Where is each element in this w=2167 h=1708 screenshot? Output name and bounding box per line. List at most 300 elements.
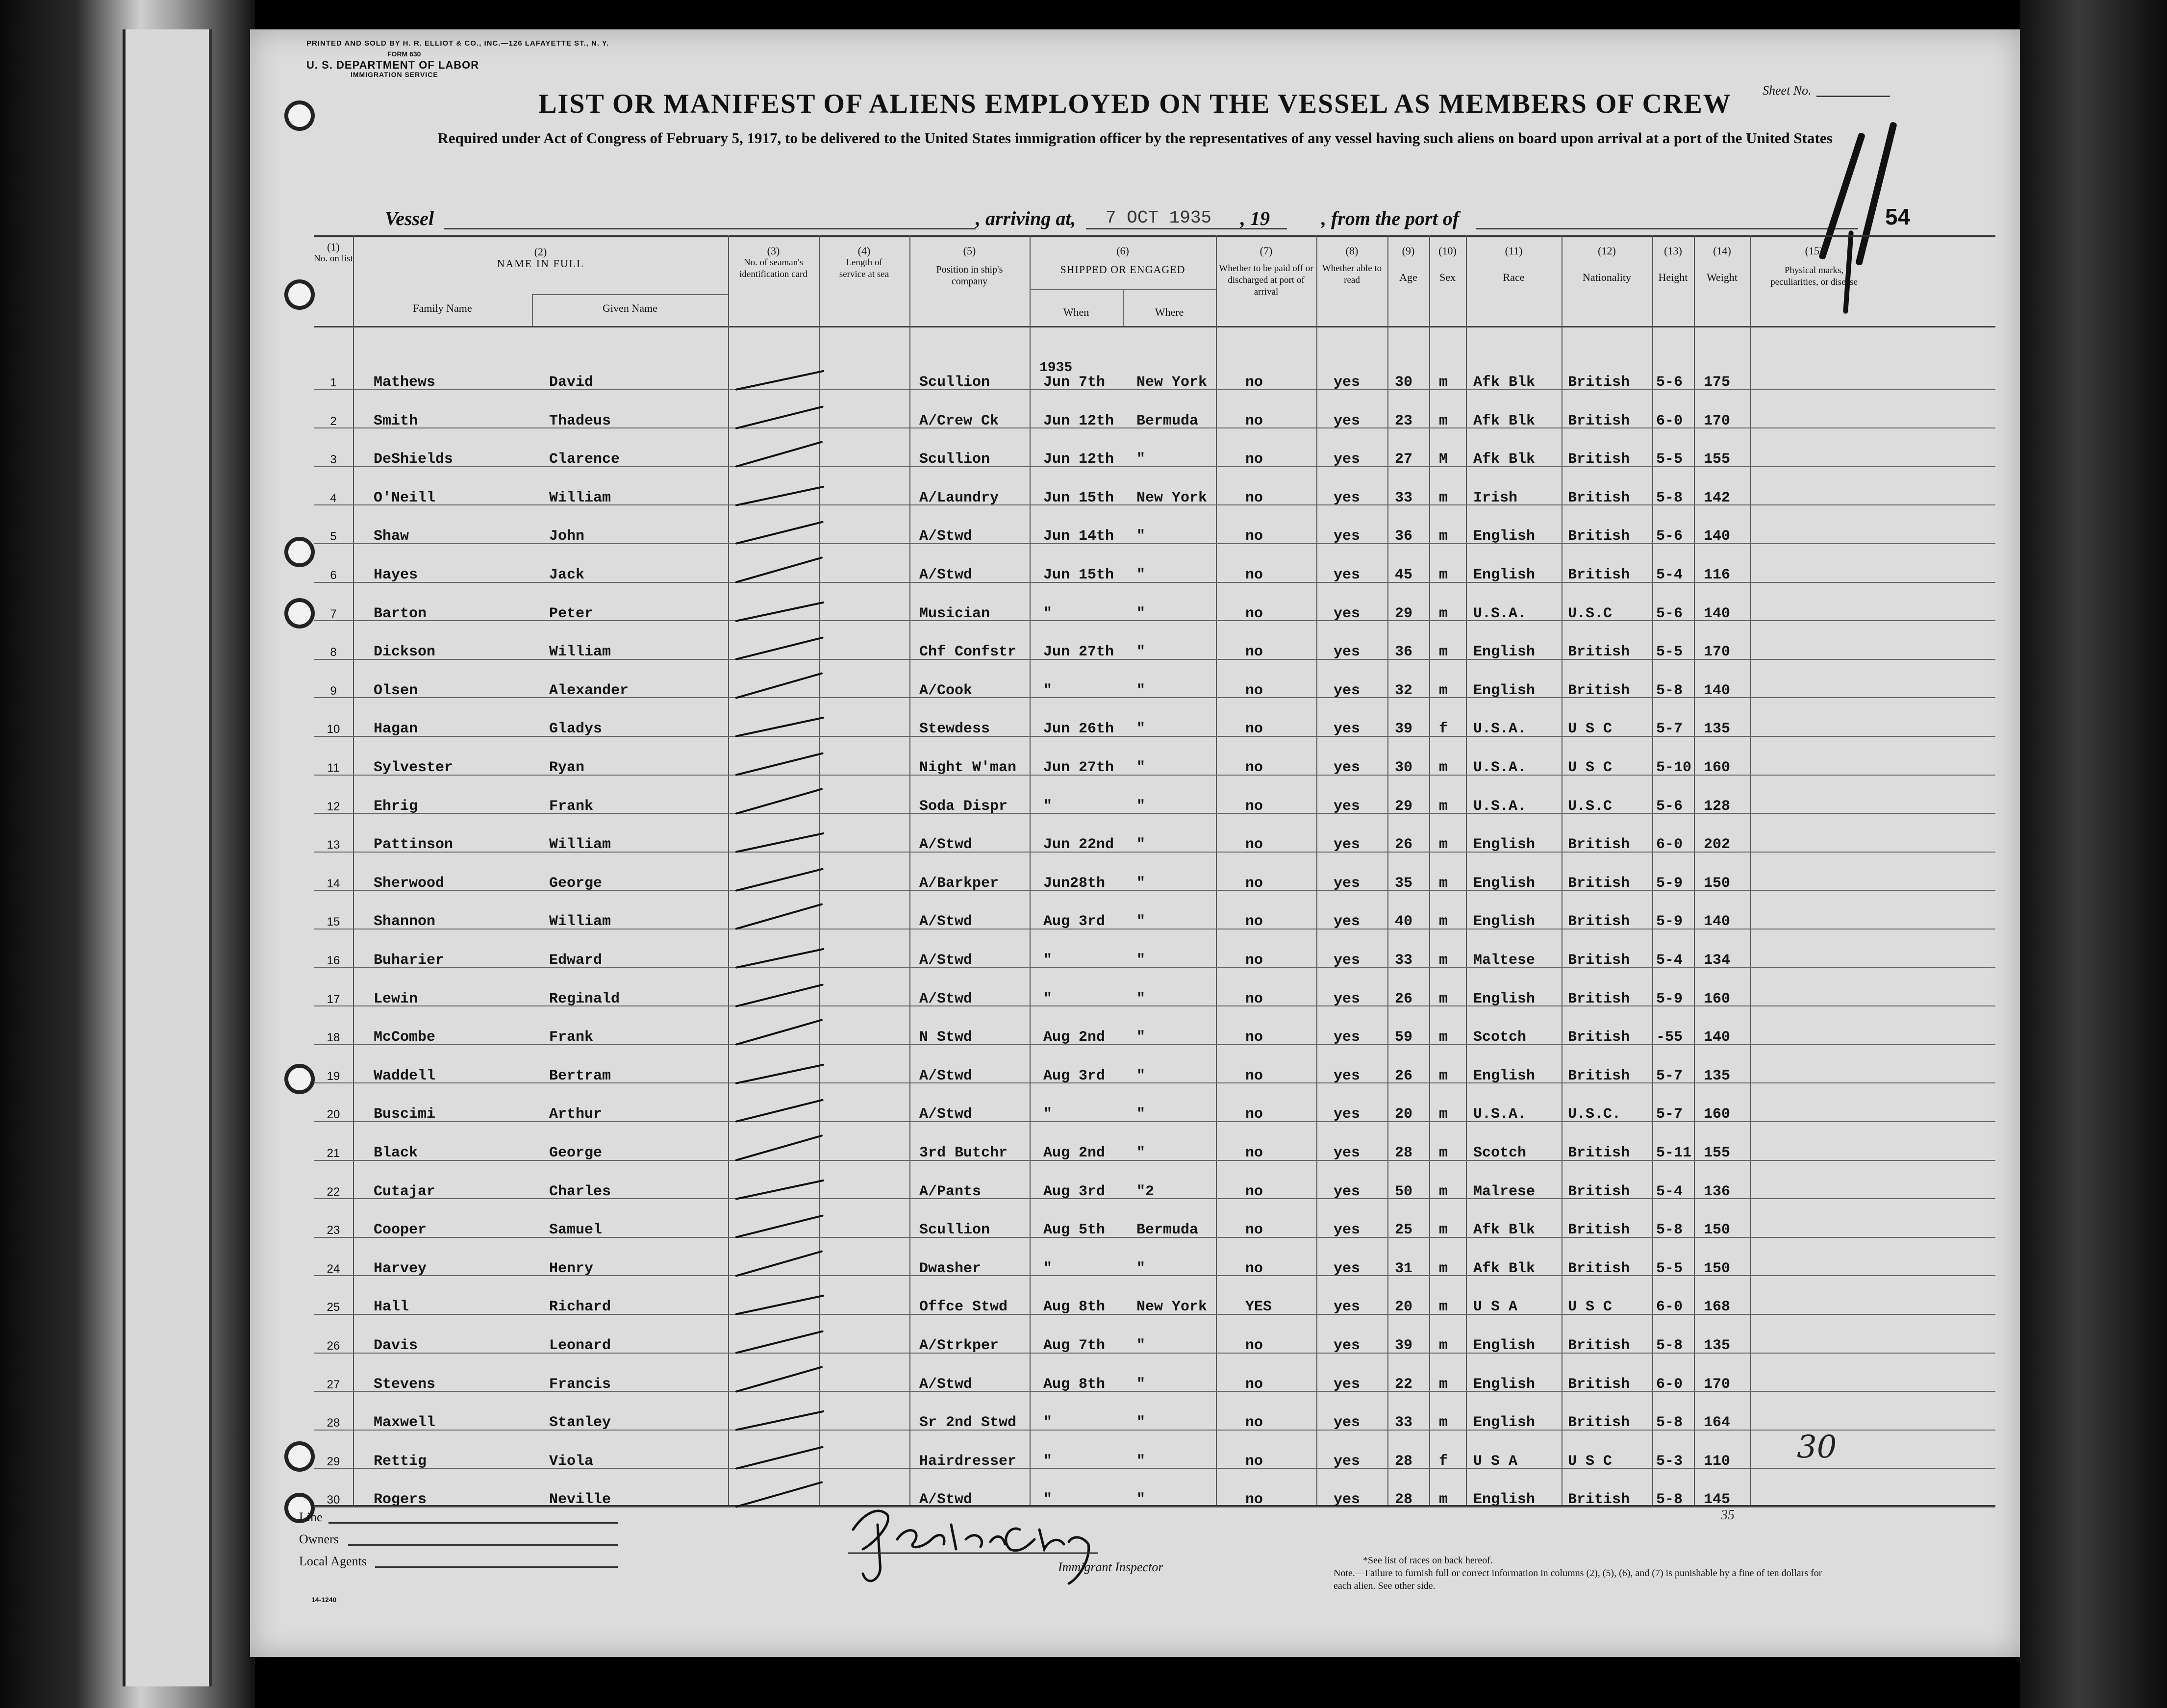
family-name: Sherwood (374, 875, 445, 892)
form-number: FORM 630 (387, 50, 421, 58)
given-name: George (549, 875, 603, 892)
sex: m (1439, 952, 1448, 969)
weight: 160 (1704, 990, 1731, 1007)
age: 20 (1395, 1106, 1413, 1123)
height: 5-5 (1656, 644, 1683, 661)
shipped-when: Aug 8th (1043, 1376, 1106, 1393)
row-number: 11 (327, 761, 340, 775)
given-name: Henry (549, 1260, 594, 1277)
family-name: Rogers (374, 1491, 427, 1508)
family-name: Olsen (374, 682, 418, 699)
row-number: 12 (327, 800, 340, 813)
shipped-when: Jun 15th (1043, 489, 1114, 506)
paid-off: no (1245, 1222, 1263, 1239)
age: 27 (1395, 451, 1413, 468)
nationality: British (1568, 1222, 1630, 1239)
paid-off: no (1245, 913, 1263, 930)
family-name: Mathews (374, 374, 436, 391)
height: 5-8 (1656, 682, 1683, 699)
height: 5-4 (1656, 952, 1683, 969)
table-top (314, 235, 1995, 237)
nationality: British (1568, 489, 1630, 506)
shipped-when: Jun 22nd (1043, 836, 1114, 854)
age: 26 (1395, 836, 1413, 854)
id-card-slash (735, 1481, 823, 1508)
shipped-where: " (1136, 644, 1146, 661)
col4-header: (4) Length of service at sea (839, 245, 889, 279)
id-card-slash (735, 441, 823, 468)
shipped-when: " (1043, 1491, 1053, 1508)
sex: f (1439, 721, 1448, 738)
family-name: Hayes (374, 567, 418, 583)
position: N Stwd (919, 1029, 973, 1046)
given-name: William (549, 913, 611, 930)
shipped-when: Jun 26th (1043, 721, 1114, 738)
weight: 170 (1704, 1376, 1731, 1393)
height: 6-0 (1656, 1376, 1683, 1393)
row-number: 6 (330, 569, 337, 582)
sex: m (1439, 605, 1448, 622)
sex: m (1439, 682, 1448, 699)
weight: 110 (1704, 1453, 1731, 1470)
weight: 140 (1704, 1029, 1731, 1046)
weight: 135 (1704, 1337, 1731, 1354)
service: IMMIGRATION SERVICE (351, 71, 438, 78)
position: Sr 2nd Stwd (919, 1414, 1017, 1432)
sex: m (1439, 875, 1448, 892)
col9-header: (9) Age (1399, 245, 1417, 283)
race: English (1473, 990, 1536, 1007)
family-name: Pattinson (374, 836, 454, 854)
family-name: Maxwell (374, 1414, 436, 1432)
shipped-where: " (1136, 759, 1146, 776)
port-line (1476, 228, 1858, 229)
given-name: Alexander (549, 682, 629, 699)
row-number: 18 (327, 1031, 340, 1045)
paid-off: no (1245, 759, 1263, 776)
position: A/Stwd (919, 567, 973, 583)
position: A/Stwd (919, 952, 973, 969)
owners-label: Owners (299, 1532, 339, 1546)
page-title: LIST OR MANIFEST OF ALIENS EMPLOYED ON THE VESSEL AS MEMBERS OF CREW (538, 89, 1732, 119)
shipped-where: " (1136, 451, 1146, 468)
row-number: 15 (327, 915, 340, 929)
age: 39 (1395, 721, 1413, 738)
age: 28 (1395, 1453, 1413, 1470)
shipped-when: Aug 8th (1043, 1299, 1106, 1316)
paid-off: no (1245, 990, 1263, 1007)
shipped-when: Aug 3rd (1043, 1183, 1106, 1200)
race: English (1473, 913, 1536, 930)
family-name: Buscimi (374, 1106, 436, 1123)
weight: 116 (1704, 567, 1731, 583)
shipped-when: " (1043, 1453, 1053, 1470)
nationality: British (1568, 567, 1630, 583)
col1-header: (1) No. on list (314, 241, 353, 264)
col14-header: (14) Weight (1707, 245, 1738, 283)
height: 5-5 (1656, 1260, 1683, 1277)
shipped-where: " (1136, 567, 1146, 583)
col11-header: (11) Race (1503, 245, 1525, 283)
family-name: Stevens (374, 1376, 436, 1393)
height: 5-8 (1656, 1414, 1683, 1432)
height: 5-11 (1656, 1145, 1692, 1161)
year-note: 1935 (1039, 360, 1073, 376)
given-name: Frank (549, 1029, 594, 1046)
position: Musician (919, 605, 990, 622)
height: 5-7 (1656, 721, 1683, 738)
paid-off: no (1245, 875, 1263, 892)
film-strip (123, 29, 212, 1686)
race: English (1473, 875, 1536, 892)
position: Offce Stwd (919, 1299, 1008, 1316)
race: Afk Blk (1473, 374, 1536, 391)
weight: 160 (1704, 1106, 1731, 1123)
date-stamp: 7 OCT 1935 (1106, 208, 1212, 228)
able-to-read: yes (1334, 952, 1361, 969)
given-name: William (549, 644, 611, 661)
age: 35 (1395, 875, 1413, 892)
line-rule (328, 1522, 618, 1524)
family-name: Shaw (374, 528, 409, 545)
col6-header: (6) SHIPPED OR ENGAGED (1060, 245, 1185, 276)
able-to-read: yes (1334, 644, 1361, 661)
id-card-slash (735, 1410, 825, 1431)
race: U S A (1473, 1299, 1518, 1316)
able-to-read: yes (1334, 412, 1361, 429)
family-name: Barton (374, 605, 427, 622)
height: 5-6 (1656, 374, 1683, 391)
given-name: Neville (549, 1491, 611, 1508)
race: U.S.A. (1473, 759, 1527, 776)
height: 5-4 (1656, 1183, 1683, 1200)
family-name: Shannon (374, 913, 436, 930)
given-name: Viola (549, 1453, 594, 1470)
able-to-read: yes (1334, 1376, 1361, 1393)
paid-off: no (1245, 1491, 1263, 1508)
sex: m (1439, 1376, 1448, 1393)
col15-header: (15) Physical marks, peculiarities, or disease (1770, 245, 1858, 287)
form-code: 14-1240 (311, 1596, 337, 1604)
family-name: O'Neill (374, 489, 436, 506)
id-card-slash (735, 1099, 824, 1123)
height: 5-8 (1656, 489, 1683, 506)
nationality: British (1568, 1029, 1630, 1046)
able-to-read: yes (1334, 489, 1361, 506)
position: A/Stwd (919, 1491, 973, 1508)
age: 50 (1395, 1183, 1413, 1200)
height: 5-9 (1656, 875, 1683, 892)
row-number: 3 (330, 453, 337, 467)
age: 20 (1395, 1299, 1413, 1316)
id-card-slash (735, 521, 824, 545)
shipped-where: " (1136, 798, 1146, 815)
shipped-where: " (1136, 528, 1146, 545)
height: 5-6 (1656, 798, 1683, 815)
paid-off: no (1245, 528, 1263, 545)
row-number: 14 (327, 877, 340, 890)
race: U.S.A. (1473, 721, 1527, 738)
weight: 140 (1704, 913, 1731, 930)
col10-header: (10) Sex (1438, 245, 1457, 283)
row-number: 27 (327, 1378, 340, 1391)
age: 39 (1395, 1337, 1413, 1354)
id-card-slash (735, 1295, 825, 1315)
sex: m (1439, 1491, 1448, 1508)
id-card-slash (735, 903, 823, 930)
id-card-slash (735, 752, 824, 776)
nationality: U S C (1568, 759, 1613, 776)
race: English (1473, 1067, 1536, 1084)
when-header: When (1063, 306, 1089, 318)
id-card-slash (735, 405, 824, 429)
paid-off: no (1245, 1029, 1263, 1046)
height: 5-8 (1656, 1337, 1683, 1354)
race: Malrese (1473, 1183, 1536, 1200)
race: Maltese (1473, 952, 1536, 969)
height: 6-0 (1656, 1299, 1683, 1316)
paid-off: no (1245, 567, 1263, 583)
weight: 142 (1704, 489, 1731, 506)
race: Afk Blk (1473, 1260, 1536, 1277)
row-number: 21 (327, 1147, 340, 1160)
position: Soda Dispr (919, 798, 1008, 815)
col5-header: (5) Position in ship's company (936, 245, 1003, 287)
family-name: Cutajar (374, 1183, 436, 1200)
paid-off: no (1245, 605, 1263, 622)
sex: m (1439, 1067, 1448, 1084)
height: 5-3 (1656, 1453, 1683, 1470)
family-name: Cooper (374, 1222, 427, 1239)
row-number: 7 (330, 607, 337, 621)
weight: 135 (1704, 721, 1731, 738)
nationality: British (1568, 836, 1630, 854)
age: 30 (1395, 374, 1413, 391)
sex: m (1439, 1299, 1448, 1316)
race: Irish (1473, 489, 1518, 506)
paid-off: no (1245, 1337, 1263, 1354)
age: 33 (1395, 1414, 1413, 1432)
nationality: British (1568, 412, 1630, 429)
shipped-where: " (1136, 875, 1146, 892)
age: 29 (1395, 605, 1413, 622)
shipped-where: " (1136, 1106, 1146, 1123)
shipped-when: Jun 27th (1043, 759, 1114, 776)
owners-rule (348, 1544, 618, 1546)
age: 28 (1395, 1491, 1413, 1508)
col7-header: (7) Whether to be paid off or discharged at port of arrival (1219, 245, 1313, 297)
given-name: George (549, 1145, 603, 1161)
given-name: Reginald (549, 990, 620, 1007)
nationality: U.S.C (1568, 605, 1613, 622)
weight: 170 (1704, 644, 1731, 661)
position: A/Strkper (919, 1337, 999, 1354)
shipped-where: " (1136, 836, 1146, 854)
able-to-read: yes (1334, 605, 1361, 622)
height: 6-0 (1656, 412, 1683, 429)
family-name: Ehrig (374, 798, 418, 815)
weight: 140 (1704, 528, 1731, 545)
sex: m (1439, 412, 1448, 429)
race: U.S.A. (1473, 798, 1527, 815)
id-card-slash (735, 672, 823, 699)
shipped-when: Jun 7th (1043, 374, 1106, 391)
race: Afk Blk (1473, 1222, 1536, 1239)
inspector-signature (833, 1495, 1108, 1593)
shipped-where: " (1136, 1067, 1146, 1084)
given-name: Francis (549, 1376, 611, 1393)
family-name: Davis (374, 1337, 418, 1354)
paid-off: no (1245, 489, 1263, 506)
id-card-slash (735, 370, 825, 391)
nationality: British (1568, 1376, 1630, 1393)
nationality: British (1568, 990, 1630, 1007)
position: A/Pants (919, 1183, 982, 1200)
shipped-when: Jun 27th (1043, 644, 1114, 661)
weight: 128 (1704, 798, 1731, 815)
nationality: British (1568, 644, 1630, 661)
shipped-where: " (1136, 1145, 1146, 1161)
film-edge-right (2020, 0, 2167, 1708)
position: A/Stwd (919, 913, 973, 930)
row-number: 10 (327, 723, 340, 736)
row-number: 24 (327, 1262, 340, 1276)
paid-off: no (1245, 682, 1263, 699)
handwritten-35: 35 (1721, 1507, 1735, 1523)
department: U. S. DEPARTMENT OF LABOR (306, 59, 479, 71)
nationality: U S C (1568, 721, 1613, 738)
id-card-slash (735, 601, 825, 622)
nationality: British (1568, 1414, 1630, 1432)
weight: 168 (1704, 1299, 1731, 1316)
nationality: British (1568, 875, 1630, 892)
shipped-where: " (1136, 1453, 1146, 1470)
family-name: Lewin (374, 990, 418, 1007)
race: U S A (1473, 1453, 1518, 1470)
height: 5-7 (1656, 1067, 1683, 1084)
row-number: 1 (330, 376, 337, 389)
height: 5-9 (1656, 913, 1683, 930)
shipped-where: New York (1136, 489, 1208, 506)
paid-off: no (1245, 798, 1263, 815)
position: 3rd Butchr (919, 1145, 1008, 1161)
family-name: McCombe (374, 1029, 436, 1046)
sex: M (1439, 451, 1448, 468)
paid-off: no (1245, 1414, 1263, 1432)
family-name-header: Family Name (413, 302, 472, 314)
sex: m (1439, 528, 1448, 545)
race: English (1473, 567, 1536, 583)
position: A/Stwd (919, 1106, 973, 1123)
weight: 135 (1704, 1067, 1731, 1084)
family-name: Rettig (374, 1453, 427, 1470)
nationality: British (1568, 374, 1630, 391)
given-name: William (549, 836, 611, 854)
weight: 155 (1704, 451, 1731, 468)
paid-off: no (1245, 1376, 1263, 1393)
position: A/Stwd (919, 1376, 973, 1393)
shipped-where: " (1136, 682, 1146, 699)
row-number: 25 (327, 1301, 340, 1314)
nationality: U.S.C (1568, 798, 1613, 815)
row-number: 28 (327, 1416, 340, 1430)
position: A/Stwd (919, 528, 973, 545)
able-to-read: yes (1334, 990, 1361, 1007)
shipped-when: " (1043, 990, 1053, 1007)
page-number: 54 (1885, 204, 1911, 229)
age: 23 (1395, 412, 1413, 429)
sex: m (1439, 1260, 1448, 1277)
race: English (1473, 836, 1536, 854)
shipped-where: " (1136, 721, 1146, 738)
row-number: 17 (327, 992, 340, 1006)
able-to-read: yes (1334, 1337, 1361, 1354)
age: 33 (1395, 952, 1413, 969)
position: A/Crew Ck (919, 412, 999, 429)
shipped-when: Aug 7th (1043, 1337, 1106, 1354)
shipped-where: " (1136, 1491, 1146, 1508)
shipped-when: " (1043, 798, 1053, 815)
printer-line: PRINTED AND SOLD BY H. R. ELLIOT & CO., INC.—126 LAFAYETTE ST., N. Y. (306, 39, 609, 48)
given-name: Gladys (549, 721, 603, 738)
sheet-label: Sheet No. (1763, 83, 1812, 98)
able-to-read: yes (1334, 798, 1361, 815)
given-name: Richard (549, 1299, 611, 1316)
sex: m (1439, 1222, 1448, 1239)
binder-hole (284, 1441, 315, 1472)
nationality: British (1568, 1067, 1630, 1084)
family-name: Smith (374, 412, 418, 429)
id-card-slash (735, 1019, 823, 1046)
id-card-slash (735, 717, 825, 737)
position: A/Barkper (919, 875, 999, 892)
position: A/Stwd (919, 836, 973, 854)
arriving-label: , arriving at, (976, 207, 1076, 229)
id-card-slash (735, 1446, 824, 1470)
sex: m (1439, 759, 1448, 776)
handwritten-total: 30 (1797, 1429, 1837, 1465)
shipped-where: New York (1136, 374, 1208, 391)
able-to-read: yes (1334, 1067, 1361, 1084)
height: -55 (1656, 1029, 1683, 1046)
position: Night W'man (919, 759, 1017, 776)
able-to-read: yes (1334, 1491, 1361, 1508)
paid-off: YES (1245, 1299, 1272, 1316)
header-bottom (314, 326, 1995, 327)
nationality: British (1568, 913, 1630, 930)
height: 5-5 (1656, 451, 1683, 468)
weight: 140 (1704, 682, 1731, 699)
shipped-where: " (1136, 1376, 1146, 1393)
id-card-slash (735, 1134, 823, 1161)
nationality: British (1568, 1145, 1630, 1161)
manifest-page (250, 29, 2020, 1657)
sex: m (1439, 644, 1448, 661)
id-card-slash (735, 1330, 824, 1354)
race: Afk Blk (1473, 412, 1536, 429)
sex: m (1439, 374, 1448, 391)
row-number: 19 (327, 1069, 340, 1083)
age: 32 (1395, 682, 1413, 699)
page-subtitle: Required under Act of Congress of February 5, 1917, to be delivered to the United States immigration officer by the representatives of any vessel having such aliens on board upon arrival at a port of the United States (437, 129, 1833, 147)
height: 5-10 (1656, 759, 1692, 776)
nationality: British (1568, 528, 1630, 545)
binder-hole (284, 279, 315, 310)
weight: 136 (1704, 1183, 1731, 1200)
row-number: 29 (327, 1455, 340, 1468)
family-name: DeShields (374, 451, 454, 468)
shipped-where: " (1136, 913, 1146, 930)
